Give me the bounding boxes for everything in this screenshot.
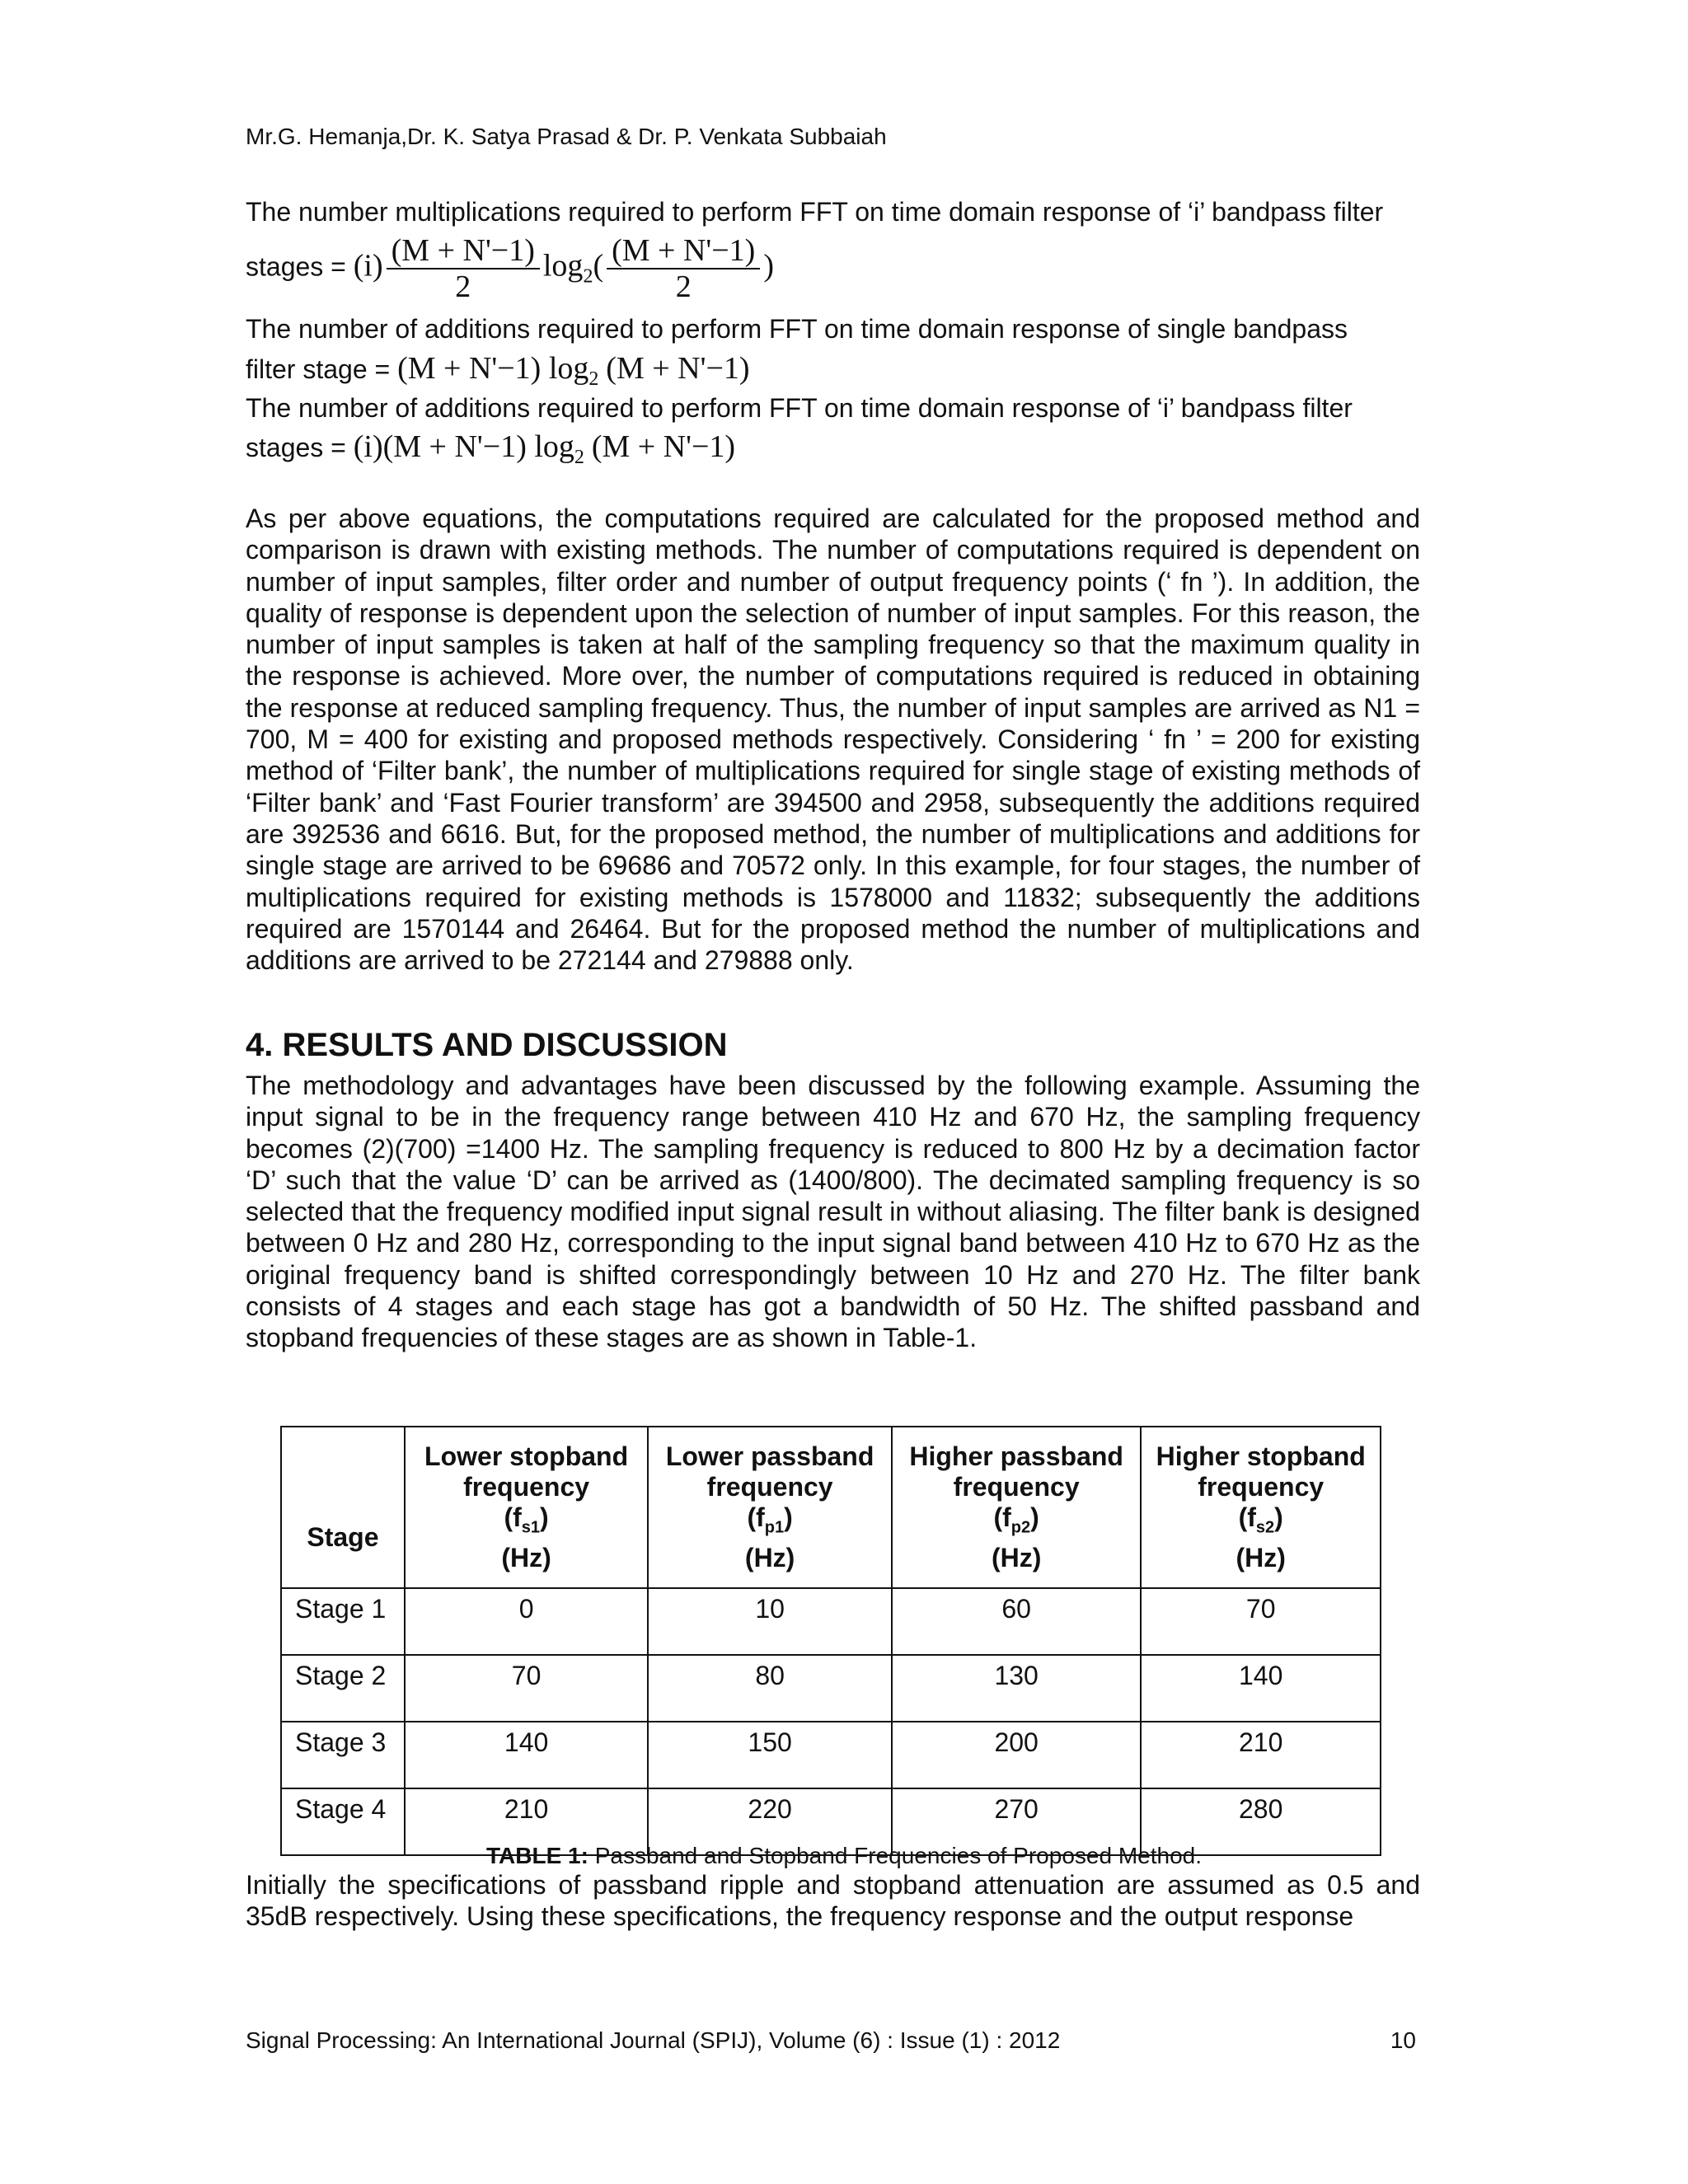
eq1-numerator: (M + N'−1) <box>387 233 540 269</box>
eq2-label: filter stage = <box>246 354 391 384</box>
header-line: frequency <box>953 1471 1080 1502</box>
paragraph-results: The methodology and advantages have been discussed by the following example. Assuming the input signal to be in the frequency range between 410 Hz and 670 Hz, the sampling frequency becomes (2)(700) =1400 Hz. The sampling frequency is reduced to 800 Hz by a decimation factor ‘D’ such that the value ‘D’ can be arrived as (1400/800). The decimated sampling frequency is so selected that the frequency modified input signal result in without aliasing. The filter bank is designed between 0 Hz and 280 Hz, corresponding to the input signal band between 410 Hz to 670 Hz as the original frequency band is shifted correspondingly between 10 Hz and 270 Hz. The filter bank consists of 4 stages and each stage has got a bandwidth of 50 Hz. The shifted passband and stopband frequencies of these stages are as shown in Table-1. <box>246 1071 1420 1353</box>
eq1-fraction-2 <box>607 233 760 304</box>
eq1-intro: The number multiplications required to perform FFT on time domain response of ‘i’ bandpass filter <box>246 197 1384 227</box>
table-cell: 200 <box>892 1722 1142 1788</box>
eq1-open-paren: ( <box>593 248 604 284</box>
equation-3 <box>246 429 1420 469</box>
symbol-f: f <box>1002 1502 1011 1532</box>
running-header: Mr.G. Hemanja,Dr. K. Satya Prasad & Dr. P. Venkata Subbaiah <box>246 124 887 149</box>
header-unit: (Hz) <box>501 1543 551 1573</box>
header-line: frequency <box>463 1471 590 1502</box>
header-higher-stopband <box>1141 1427 1381 1588</box>
symbol-f: f <box>756 1502 765 1532</box>
eq1-numerator-2: (M + N'−1) <box>607 233 760 269</box>
eq3-intro: The number of additions required to perform FFT on time domain response of ‘i’ bandpass filter <box>246 393 1353 423</box>
header-symbol: $(f_{s1})$ <box>504 1502 549 1537</box>
symbol-sub: p2 <box>1010 1518 1031 1537</box>
table-row <box>281 1655 1381 1722</box>
header-line: frequency <box>706 1471 833 1502</box>
frequency-table <box>280 1426 1381 1856</box>
eq1-denominator: 2 <box>455 269 471 304</box>
symbol-sub: s1 <box>521 1518 541 1537</box>
eq1-fraction <box>387 233 540 304</box>
eq3-label: stages = <box>246 433 346 462</box>
header-line: Lower passband <box>665 1441 874 1471</box>
table-caption <box>0 1843 1688 1869</box>
eq2-log-base: 2 <box>588 368 599 390</box>
eq1-close-paren: ) <box>763 248 774 284</box>
header-symbol: $(f_{s2})$ <box>1238 1502 1283 1537</box>
header-symbol: $(f_{p2})$ <box>993 1502 1039 1537</box>
table-cell: 10 <box>648 1588 892 1655</box>
header-symbol: $(f_{p1})$ <box>747 1502 793 1537</box>
eq3-left: (i)(M + N'−1) log <box>353 429 574 464</box>
table-cell: 280 <box>1141 1788 1381 1855</box>
header-line: Lower stopband <box>424 1441 629 1471</box>
header-line: frequency <box>1198 1471 1325 1502</box>
table-cell: 0 <box>405 1588 649 1655</box>
table-row <box>281 1588 1381 1655</box>
eq1-label: stages = <box>246 251 346 282</box>
eq1-log-base: 2 <box>583 265 593 288</box>
eq2-left: (M + N'−1) log <box>397 351 589 386</box>
table-cell: Stage 4 <box>281 1788 405 1855</box>
table-cell: 70 <box>405 1655 649 1722</box>
footer-page-number: 10 <box>1390 2027 1416 2053</box>
table-cell: Stage 1 <box>281 1588 405 1655</box>
table-cell: 60 <box>892 1588 1142 1655</box>
table-row <box>281 1722 1381 1788</box>
table-cell: 220 <box>648 1788 892 1855</box>
table-cell: Stage 2 <box>281 1655 405 1722</box>
table-cell: Stage 3 <box>281 1722 405 1788</box>
eq3-log-base: 2 <box>574 447 584 468</box>
header-higher-passband <box>892 1427 1142 1588</box>
table-cell: 80 <box>648 1655 892 1722</box>
table-cell: 70 <box>1141 1588 1381 1655</box>
table-cell: 140 <box>1141 1655 1381 1722</box>
symbol-f: f <box>1247 1502 1256 1532</box>
eq3-right: (M + N'−1) <box>591 429 736 464</box>
equation-1 <box>246 233 1420 304</box>
header-lower-passband <box>648 1427 892 1588</box>
header-unit: (Hz) <box>991 1543 1042 1573</box>
header-unit: (Hz) <box>744 1543 795 1573</box>
table-header-row <box>281 1427 1381 1588</box>
table-cell: 140 <box>405 1722 649 1788</box>
section-title: 4. RESULTS AND DISCUSSION <box>246 1027 728 1063</box>
table-cell: 150 <box>648 1722 892 1788</box>
caption-label: TABLE 1: <box>486 1843 588 1868</box>
symbol-sub: p1 <box>764 1518 785 1537</box>
symbol-sub: s2 <box>1255 1518 1275 1537</box>
table-cell: 210 <box>405 1788 649 1855</box>
equation-2 <box>246 350 1420 391</box>
table-cell: 130 <box>892 1655 1142 1722</box>
paragraph-computations: As per above equations, the computations required are calculated for the proposed method and comparison is drawn with existing methods. The number of computations required is dependent on number of input samples, filter order and number of output frequency points (‘ fn ’). In addition, the quality of response is dependent upon the selection of number of input samples. For this reason, the number of input samples is taken at half of the sampling frequency so that the maximum quality in the response is achieved. More over, the number of computations required is reduced in obtaining the response at reduced sampling frequency. Thus, the number of input samples are arrived as N1 = 700, M = 400 for existing and proposed methods respectively. Considering ‘ fn ’ = 200 for existing method of ‘Filter bank’, the number of multiplications required for single stage of existing methods of ‘Filter bank’ and ‘Fast Fourier transform’ are 394500 and 2958, subsequently the additions required are 392536 and 6616. But, for the proposed method, the number of multiplications and additions for single stage are arrived to be 69686 and 70572 only. In this example, for four stages, the number of multiplications required for existing methods is 1578000 and 11832; subsequently the additions required are 1570144 and 26464. But for the proposed method the number of multiplications and additions are arrived to be 272144 and 279888 only. <box>246 504 1420 976</box>
eq2-intro: The number of additions required to perform FFT on time domain response of single bandpass <box>246 314 1348 344</box>
eq2-right: (M + N'−1) <box>606 351 750 386</box>
header-lower-stopband <box>405 1427 649 1588</box>
table-cell: 270 <box>892 1788 1142 1855</box>
header-line: Higher stopband <box>1156 1441 1366 1471</box>
paragraph-specifications: Initially the specifications of passband ripple and stopband attenuation are assumed as 0.5 and 35dB respectively. Using these specifications, the frequency response and the output response <box>246 1870 1420 1932</box>
symbol-f: f <box>513 1502 522 1532</box>
header-stage: Stage <box>281 1427 405 1588</box>
caption-text: Passband and Stopband Frequencies of Proposed Method. <box>588 1843 1202 1868</box>
table-cell: 210 <box>1141 1722 1381 1788</box>
eq1-log: log <box>542 248 584 284</box>
eq1-denominator-2: 2 <box>675 269 692 304</box>
header-unit: (Hz) <box>1236 1543 1286 1573</box>
header-line: Higher passband <box>909 1441 1123 1471</box>
footer-journal: Signal Processing: An International Journal (SPIJ), Volume (6) : Issue (1) : 2012 <box>246 2027 1061 2053</box>
eq1-i: (i) <box>353 248 383 284</box>
